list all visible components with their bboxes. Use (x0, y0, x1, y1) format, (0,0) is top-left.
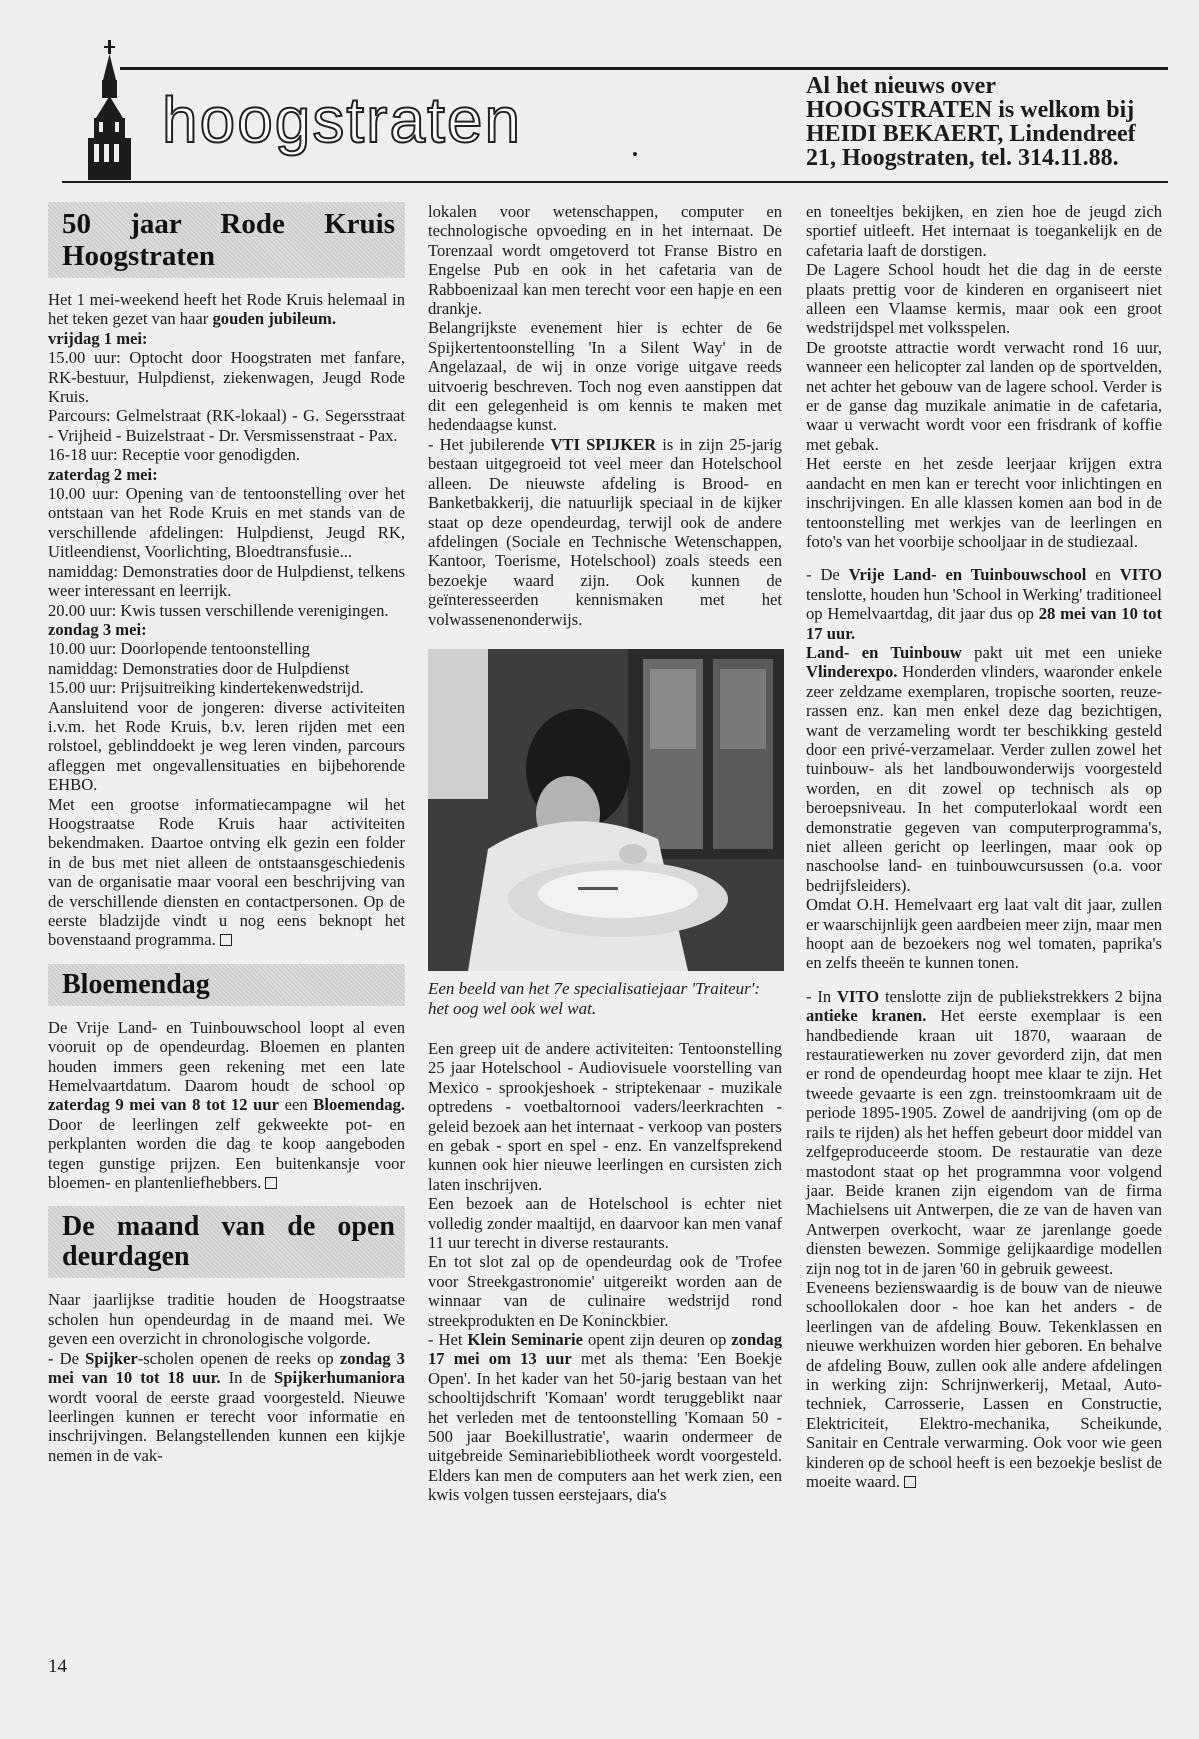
masthead-top-rule (120, 67, 1168, 70)
masthead-notice: Al het nieuws over HOOGSTRATEN is welkom bij HEIDI BEKAERT, Lindendreef 21, Hoogstraten, tel. 314.11.88. (806, 73, 1136, 171)
end-mark-icon (904, 1476, 916, 1488)
paragraph: Een bezoek aan de Hotelschool is echter niet volledig zonder maaltijd, en daarvoor kan men vanaf 11 uur terecht in diverse restaurants. (428, 1194, 782, 1252)
paragraph: 16-18 uur: Receptie voor genodigden. (48, 445, 301, 465)
column-2 (428, 202, 782, 1505)
paragraph: - In VITO tenslotte zijn de publiekstrekkers 2 bijna antieke kranen. Het eerste exemplaar is een handbediende kraan uit 1870, waaraan de restauratiewerken nu zover gevorderd zijn, dat men er rond de opendeurdag hoopt mee klaar te zijn. Het tweede gevaarte is een zgn. treinstoomkraam uit de periode 1895-1905. Zowel de aandrijving (om op de rails te rijden) als het heffen gebeurt door middel van zelfgeproduceerde stoom. De restauratie van deze mastodont staat op het programmna voor volgend jaar. Beide kranen zijn eigendom van de firma Machielsens uit Antwerpen, die ze van de haven van Antwerpen overkocht, waar ze jarenlange goede diensten bewezen. Sommige gelijkaardige modellen zijn nog tot in de jaren '60 in gebruik geweest. (806, 986, 1162, 1278)
headline-open-deurdagen: De maand van de open deurdagen (48, 1206, 405, 1278)
paragraph: 10.00 uur: Doorlopende tentoonstelling (48, 639, 310, 659)
paragraph: Naar jaarlijkse traditie houden de Hoogstraatse scholen hun opendeurdag in de maand mei. We geven een overzicht in chronologische volgorde. (48, 1290, 405, 1349)
masthead-bottom-rule (62, 181, 1168, 183)
paragraph: Aansluitend voor de jongeren: diverse activiteiten i.v.m. het Rode Kruis, b.v. leren rijden met een rolstoel, geblinddoekt je weg leren vinden, parcours afleggen met ongevallensituaties en bijbehorende EHBO. (48, 697, 405, 795)
paragraph: De grootste attractie wordt verwacht rond 16 uur, wanneer een helicopter zal landen op de sportvelden, net achter het gebouw van de lagere school. Verder is er de ganse dag muzikale animatie in de cafetaria, waar u verwacht wordt voor een frisdrank of koffie met gebak. (806, 337, 1162, 454)
paragraph: - De Spijker-scholen openen de reeks op zondag 3 mei van 10 tot 18 uur. In de Spijkerhumaniora wordt vooral de eerste graad voorgesteld. Nieuwe leerlingen kunnen er terecht voor informatie en inschrijvingen. Belangstellenden kunnen een kijkje nemen in de vak- (48, 1348, 405, 1465)
church-tower-logo (82, 40, 138, 180)
paragraph: Omdat O.H. Hemelvaart erg laat valt dit jaar, zullen er waarschijnlijk geen aardbeien meer zijn, maar men hoopt aan de bezoekers nog wel tomaten, paprika's en zelfs theeën te kunnen tonen. (806, 895, 1162, 973)
headline-rode-kruis: 50 jaar Rode Kruis Hoogstraten (48, 202, 405, 278)
paragraph: De Lagere School houdt het die dag in de eerste plaats prettig voor de kinderen en organiseert niet alleen een Vlaamse kermis, maar ook een groot wedstrijdspel met volksspelen. (806, 260, 1162, 338)
photo-traiteur-student (428, 649, 784, 971)
column-3 (806, 202, 1162, 1491)
paragraph: lokalen voor wetenschappen, computer en technologische opvoeding en in het internaat. De Torenzaal wordt omgetoverd tot Franse Bistro en Engelse Pub en ook in het cafetaria van de Rabboenizaal kan men terecht voor een hapje en een drankje. (428, 202, 782, 319)
paragraph: Het eerste en het zesde leerjaar krijgen extra aandacht en men kan er terecht voor inlichtingen en inschrijvingen. En alle klassen komen aan bod in de tentoonstelling met werkjes van de leerlingen en foto's van het voorbije schooljaar in de studiezaal. (806, 454, 1162, 551)
paragraph: - Het Klein Seminarie opent zijn deuren op zondag 17 mei om 13 uur met als thema: 'Een Boekje Open'. In het kader van het 50-jarig bestaan van het schooltijdschrift 'Komaan' wordt teruggeblikt naar het verleden met de tentoonstelling 'Komaan 50 - 500 jaar Boekillustratie', waarin ondermeer de uitgebreide Seminariebibliotheek wordt voorgesteld. Elders kan men de computers aan het werk zien, een kwis volgen tussen eerstejaars, dia's (428, 1330, 782, 1505)
end-mark-icon (220, 934, 232, 946)
paragraph: Eveneens bezienswaardig is de bouw van de nieuwe schoollokalen door - hoe kan het anders - de leerlingen van de afdeling Bouw. Tekenklassen en nieuwe werkhuizen worden hier geboren. En behalve de afdeling Bouw, zullen ook alle andere afdelingen in werking zijn: Schrijnwerkerij, Metaal, Auto-techniek, Carrosserie, Lassen en Constructie, Elektriciteit, Elektro-mechanika, Scheikunde, Sanitair en Centrale verwarming. Ook voor wie geen kinderen op de school heeft is een bezoekje beslist de moeite waard. (806, 1277, 1162, 1491)
masthead-dot (633, 152, 637, 156)
page-number: 14 (48, 1656, 67, 1677)
paragraph: Een greep uit de andere activiteiten: Tentoonstelling 25 jaar Hotelschool - Audiovisuele voorstelling van Mexico - sprookjeshoek - striptekenaar - muzikale optredens - voetbaltornooi vaders/leerkrachten - geleid bezoek aan het internaat - verkoop van posters en gebak - sport en spel - enz. En vanzelfsprekend kunnen ook hier nieuwe leerlingen en cursisten zich laten inschrijven. (428, 1038, 782, 1194)
schedule-day-saturday: zaterdag 2 mei: (48, 464, 158, 484)
headline-bloemendag: Bloemendag (48, 964, 405, 1006)
paragraph: 20.00 uur: Kwis tussen verschillende verenigingen. (48, 600, 389, 620)
paragraph: Met een grootse informatiecampagne wil het Hoogstraatse Rode Kruis haar activiteiten bekendmaken. Daartoe ontving elk gezin een folder in de bus met niet alleen de ontstaansgeschiedenis van de organisatie maar vooral een beschrijving van de verschillende diensten en contactpersonen. Op de eerste bladzijde vindt u nog eens beknopt het bovenstaand programma. (48, 794, 405, 950)
paragraph: 15.00 uur: Prijsuitreiking kindertekenwedstrijd. (48, 678, 364, 698)
paragraph: 15.00 uur: Optocht door Hoogstraten met fanfare, RK-bestuur, Hulpdienst, ziekenwagen, Jeugd Rode Kruis. (48, 348, 405, 407)
paragraph: en toneeltjes bekijken, en zien hoe de jeugd zich sportief uitleeft. Het internaat is toegankelijk en de cafetaria laaft de dorstigen. (806, 202, 1162, 260)
column-1 (48, 202, 405, 1465)
end-mark-icon (265, 1177, 277, 1189)
paragraph: Het 1 mei-weekend heeft het Rode Kruis helemaal in het teken gezet van haar gouden jubileum. (48, 290, 405, 329)
paragraph: De Vrije Land- en Tuinbouwschool loopt al even vooruit op de opendeurdag. Bloemen en planten houden immers geen rekening met een late Hemelvaartdatum. Daarom houdt de school op zaterdag 9 mei van 8 tot 12 uur een Bloemendag. Door de leerlingen zelf gekweekte pot- en perkplanten worden die dag te koop aangeboden tegen gunstige prijzen. Een buitenkansje voor bloemen- en plantenliefhebbers. (48, 1017, 406, 1193)
paragraph: namiddag: Demonstraties door de Hulpdienst (48, 658, 350, 678)
photo-illustration (428, 649, 784, 971)
paragraph: namiddag: Demonstraties door de Hulpdienst, telkens weer interessant en leerrijk. (48, 561, 405, 601)
masthead-title: hoogstraten (162, 84, 523, 156)
paragraph: Belangrijkste evenement hier is echter de 6e Spijkertentoonstelling 'In a Silent Way' in de Angelazaal, de wij in onze vorige uitgave reeds uitvoerig beschreven. Toch nog even aanstippen dat dit een gelegenheid is om kennis te maken met hedendaagse kunst. (428, 318, 782, 435)
paragraph: - De Vrije Land- en Tuinbouwschool en VITO tenslotte, houden hun 'School in Werking' traditioneel op Hemelvaartdag, dit jaar dus op 28 mei van 10 tot 17 uur. (806, 565, 1163, 643)
schedule-day-friday: vrijdag 1 mei: (48, 328, 148, 348)
paragraph: Land- en Tuinbouw pakt uit met een unieke Vlinderexpo. Honderden vlinders, waaronder enkele zeer zeldzame exemplaren, tropische soorten, reuze-rassen enz. kan men enkel deze dag bezichtigen, want de verzameling wordt ter beschikking gesteld door een privé-verzamelaar. Verder zullen zowel het tuinbouw- als het landbouwonderwijs voorgesteld worden, en dit zowel op technisch als op beroepsniveau. In het computerlokaal wordt een demonstratie gegeven van computerprogramma's, niet alleen gericht op leerlingen, maar ook op naschoolse land- en tuinbouwcursussen (o.a. voor bedrijfsleiders). (806, 642, 1162, 895)
photo-caption: Een beeld van het 7e specialisatiejaar 'Traiteur': het oog wel ook wel wat. (428, 978, 761, 1018)
paragraph: - Het jubilerende VTI SPIJKER is in zijn 25-jarig bestaan uitgegroeid tot veel meer dan Hotelschool alleen. De nieuwste afdeling is Brood- en Banketbakkerij, die natuurlijk speciaal in de kijker staat op deze opendeurdag, terwijl ook de andere afdelingen (Sociale en Technische Wetenschappen, Kantoor, Toerisme, Hotelschool) zoals steeds een bezoekje waard zijn. Ook kunnen de geïnteresseerden kennismaken met het volwassenenonderwijs. (428, 434, 782, 629)
paragraph: 10.00 uur: Opening van de tentoonstelling over het ontstaan van het Rode Kruis en met stands van de verschillende afdelingen: Hulpdienst, Jeugd RK, Uitleendienst, Voorlichting, Bloedtransfusie... (48, 484, 405, 562)
paragraph: Parcours: Gelmelstraat (RK-lokaal) - G. Segersstraat - Vrijheid - Buizelstraat - Dr. Versmissenstraat - Pax. (48, 406, 405, 445)
schedule-day-sunday: zondag 3 mei: (48, 619, 147, 639)
paragraph: En tot slot zal op de opendeurdag ook de 'Trofee voor Streekgastronomie' uitgereikt worden aan de winnaar van de culinaire wedstrijd rond streekprodukten en De Koninckbier. (428, 1252, 782, 1330)
